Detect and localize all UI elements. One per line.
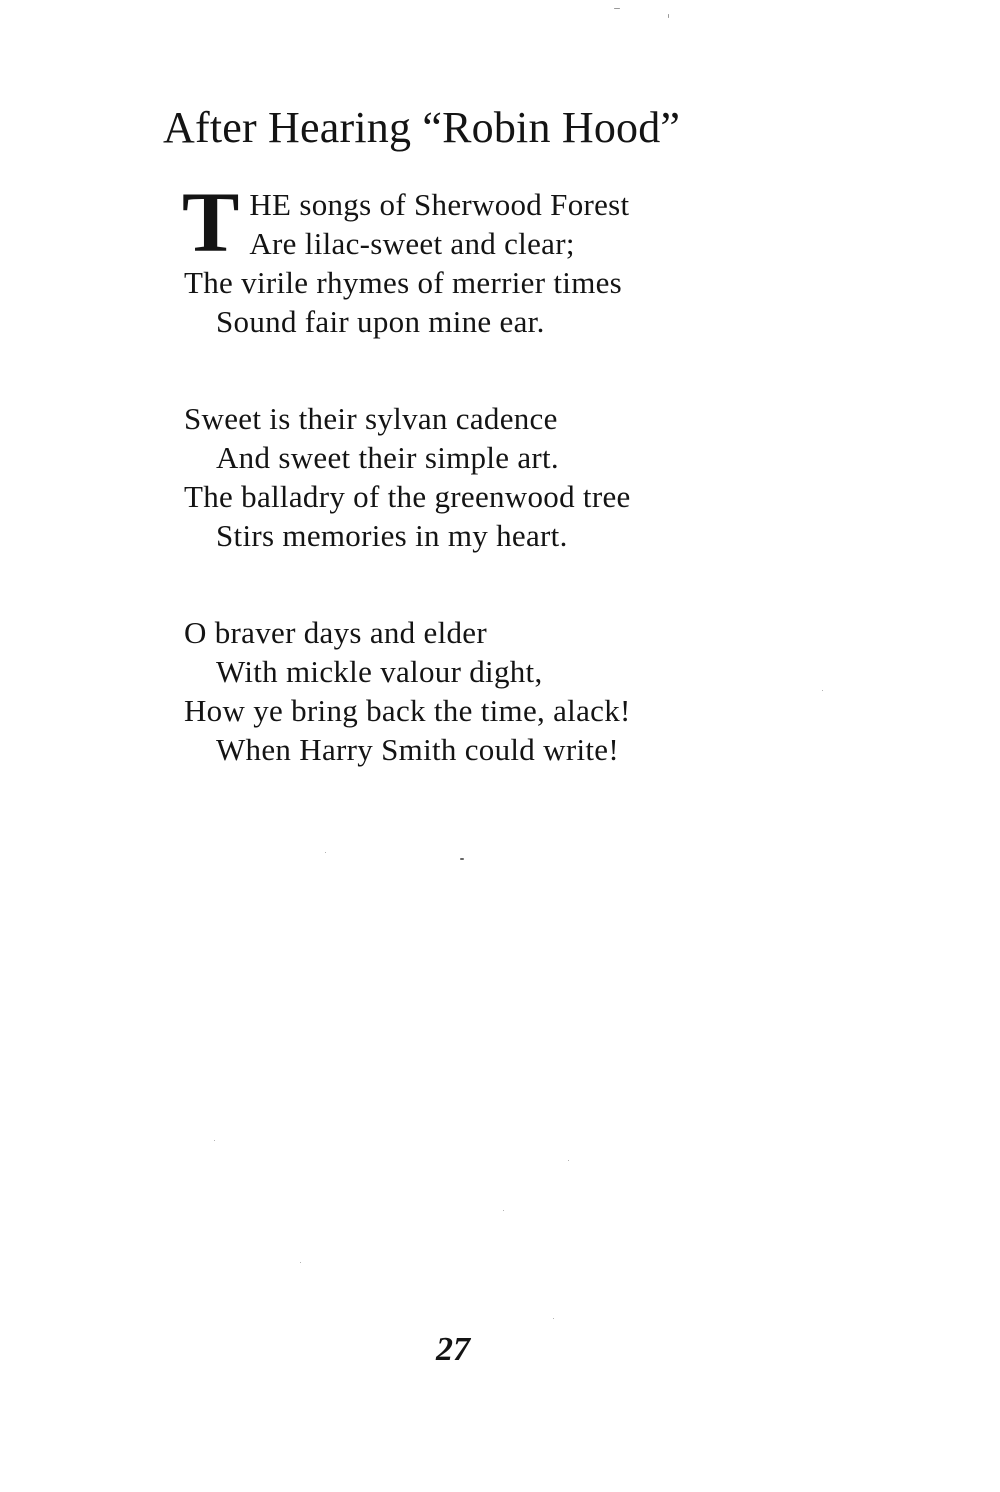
scan-speck <box>503 1210 504 1211</box>
scan-speck <box>300 1262 301 1263</box>
stanza-2 <box>184 399 824 555</box>
poem-line: The balladry of the greenwood tree <box>184 479 631 514</box>
poem-line: Are lilac-sweet and clear; <box>249 226 575 261</box>
scan-speck <box>553 1318 554 1319</box>
poem-line: HE songs of Sherwood Forest <box>249 187 630 222</box>
scan-speck <box>460 858 464 860</box>
poem-line: Sound fair upon mine ear. <box>216 304 545 339</box>
poem-line: Sweet is their sylvan cadence <box>184 401 558 436</box>
scan-speck <box>325 852 326 853</box>
poem-title: After Hearing “Robin Hood” <box>163 103 681 152</box>
poem-body <box>182 174 824 769</box>
scan-speck <box>614 8 620 9</box>
stanza-1 <box>182 174 824 341</box>
page-number: 27 <box>436 1331 470 1368</box>
stanza-3 <box>184 613 824 769</box>
poem-line: O braver days and elder <box>184 615 487 650</box>
scan-speck <box>214 1140 215 1141</box>
drop-cap-block <box>182 174 824 270</box>
poem-line: Stirs memories in my heart. <box>216 518 568 553</box>
scan-speck <box>568 1160 569 1161</box>
scan-speck <box>822 690 823 691</box>
poem-line: When Harry Smith could write! <box>216 732 619 767</box>
poem-line: With mickle valour dight, <box>216 654 543 689</box>
poem-line: How ye bring back the time, alack! <box>184 693 631 728</box>
poem-line: The virile rhymes of merrier times <box>184 265 623 300</box>
scan-speck <box>668 14 669 18</box>
poem-line: And sweet their simple art. <box>216 440 559 475</box>
drop-cap: T <box>182 174 240 270</box>
